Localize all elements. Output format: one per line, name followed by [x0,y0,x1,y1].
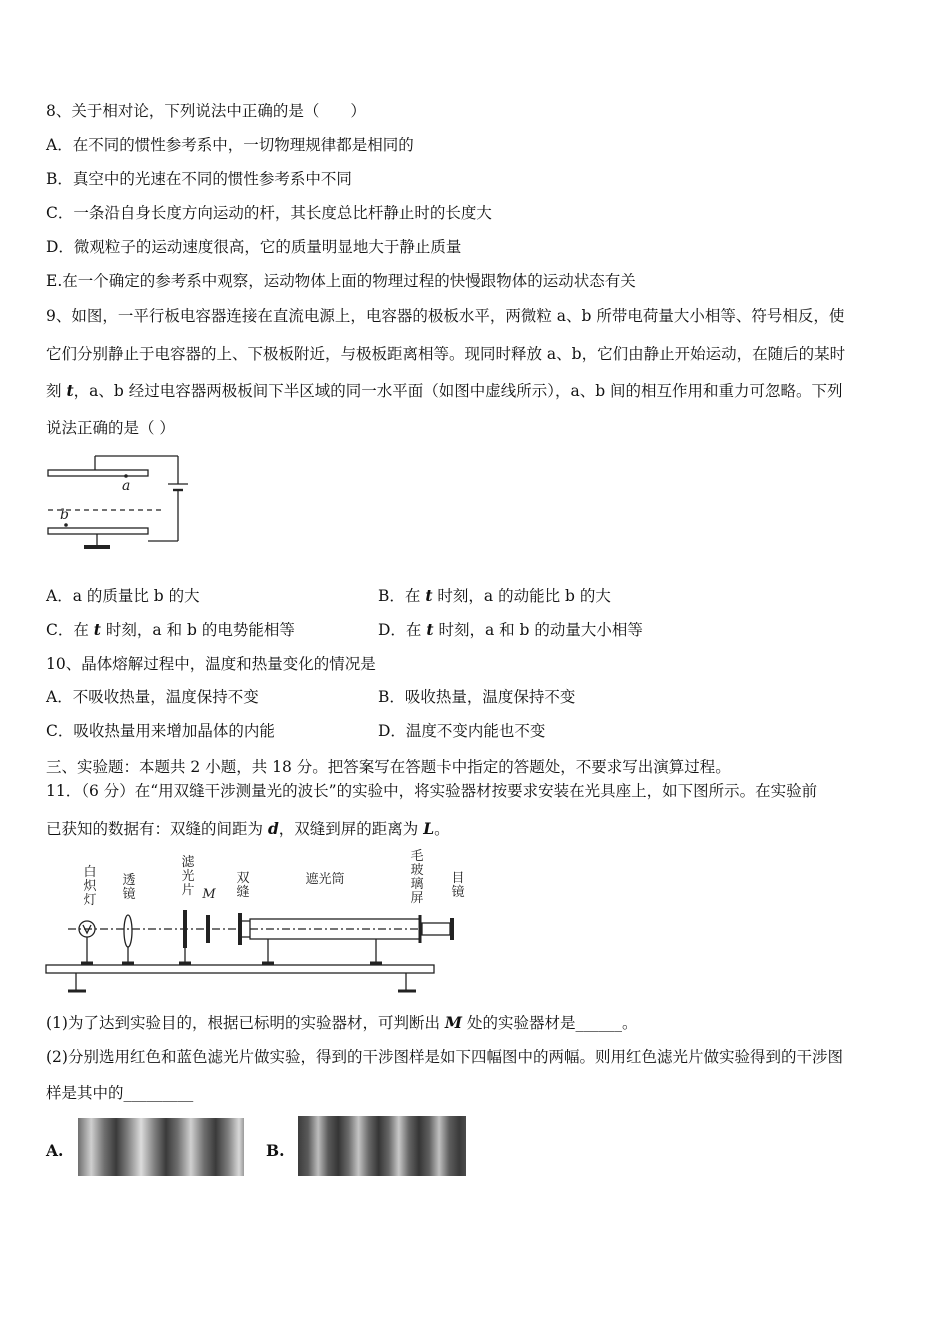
q9-var-t: t [66,381,74,400]
q9-optc-post: 时刻，a 和 b 的电势能相等 [100,621,295,639]
screen-label-4: 屏 [410,891,424,906]
q11-var-l: L [423,819,435,838]
slits-label-2: 缝 [236,885,250,900]
q10-option-a: A．不吸收热量，温度保持不变 [46,688,259,706]
eyepiece-label-2: 镜 [451,885,465,900]
q11-line1: 11．（6 分）在“用双缝干涉测量光的波长”的实验中，将实验器材按要求安装在光具座上，如下图所示。在实验前 [46,782,818,800]
q11-line2-mid: ，双缝到屏的距离为 [278,820,424,838]
q9-optd-post: 时刻，a 和 b 的动量大小相等 [433,621,643,639]
q9-option-b [378,585,611,607]
q9-option-a: A．a 的质量比 b 的大 [46,587,200,605]
lens-label-2: 镜 [122,887,136,902]
q11-sub1 [46,1012,638,1034]
m-label: M [202,887,216,902]
screen-label-2: 玻 [410,863,424,878]
q9-optb-var: t [425,586,433,605]
q9-line2: 它们分别静止于电容器的上、下极板附近，与极板距离相等。现同时释放 a、b，它们由静止开始运动，在随后的某时 [46,345,846,363]
eyepiece-label-1: 目 [451,871,465,886]
q9-optc-var: t [93,620,101,639]
q11-sub1-pre: (1)为了达到实验目的，根据已标明的实验器材，可判断出 [46,1014,445,1032]
q9-optd-pre: D．在 [378,621,427,639]
q9-line3-pre: 刻 [46,382,67,400]
q10-option-c: C．吸收热量用来增加晶体的内能 [46,722,275,740]
lamp-label-2: 炽 [83,879,97,894]
q8-option-a: A．在不同的惯性参考系中，一切物理规律都是相同的 [46,136,414,154]
q9-line3-post: ，a、b 经过电容器两极板间下半区域的同一水平面（如图中虚线所示），a、b 间的相互作用和重力可忽略。下列 [73,382,843,400]
q10-option-d: D．温度不变内能也不变 [378,722,546,740]
lens-icon [124,915,132,947]
screen-label-1: 毛 [410,849,424,864]
q8-option-e: E.在一个确定的参考系中观察，运动物体上面的物理过程的快慢跟物体的运动状态有关 [46,272,636,290]
q11-line2-end: 。 [434,820,450,838]
lamp-label-3: 灯 [83,893,97,908]
section-3-heading: 三、实验题：本题共 2 小题，共 18 分。把答案写在答题卡中指定的答题处，不要求写出演算过程。 [46,758,731,776]
q9-optb-post: 时刻，a 的动能比 b 的大 [432,587,611,605]
double-slit-apparatus [40,845,465,1000]
q9-line1: 9、如图，一平行板电容器连接在直流电源上，电容器的极板水平，两微粒 a、b 所带电荷量大小相等、符号相反，使 [46,307,845,325]
screen-label-3: 璃 [410,877,424,892]
fringe-pattern-a [78,1118,244,1176]
filter-label-2: 光 [181,869,195,884]
particle-a-label: a [122,478,131,494]
q11-sub1-post: 处的实验器材是______。 [462,1014,638,1032]
tube-label: 遮光筒 [305,872,345,887]
q9-optd-var: t [426,620,434,639]
q9-option-c [46,619,295,641]
fringe-label-b: B. [266,1141,285,1160]
capacitor-diagram [40,448,190,558]
fringe-label-a: A. [46,1141,64,1160]
q9-option-d [378,619,643,641]
q8-option-d: D．微观粒子的运动速度很高，它的质量明显地大于静止质量 [46,238,462,256]
fringe-pattern-b [298,1116,466,1176]
lamp-label-1: 白 [83,865,97,880]
lens-label-1: 透 [122,873,136,888]
q11-var-d: d [267,819,279,838]
q11-sub2-line2: 样是其中的_________ [46,1084,194,1102]
q11-line2 [46,818,450,840]
q8-option-c: C．一条沿自身长度方向运动的杆，其长度总比杆静止时的长度大 [46,204,492,222]
slits-label-1: 双 [236,871,250,886]
q8-stem: 8、关于相对论，下列说法中正确的是（ ） [46,102,366,120]
q10-stem: 10、晶体熔解过程中，温度和热量变化的情况是 [46,655,376,673]
q9-line4: 说法正确的是（ ） [46,419,175,437]
q9-line3 [46,380,843,402]
q11-sub2-line1: (2)分别选用红色和蓝色滤光片做实验，得到的干涉图样是如下四幅图中的两幅。则用红色滤光片做实验得到的干涉图 [46,1048,843,1066]
filter-label-3: 片 [181,883,195,898]
q11-var-m: M [444,1013,463,1032]
optical-bench [46,965,434,973]
q11-line2-pre: 已获知的数据有：双缝的间距为 [46,820,268,838]
q9-optb-pre: B．在 [378,587,426,605]
q8-option-b: B．真空中的光速在不同的惯性参考系中不同 [46,170,352,188]
q9-optc-pre: C．在 [46,621,94,639]
particle-b-label: b [60,507,69,523]
filter-label-1: 滤 [181,855,195,870]
q10-option-b: B．吸收热量，温度保持不变 [378,688,576,706]
